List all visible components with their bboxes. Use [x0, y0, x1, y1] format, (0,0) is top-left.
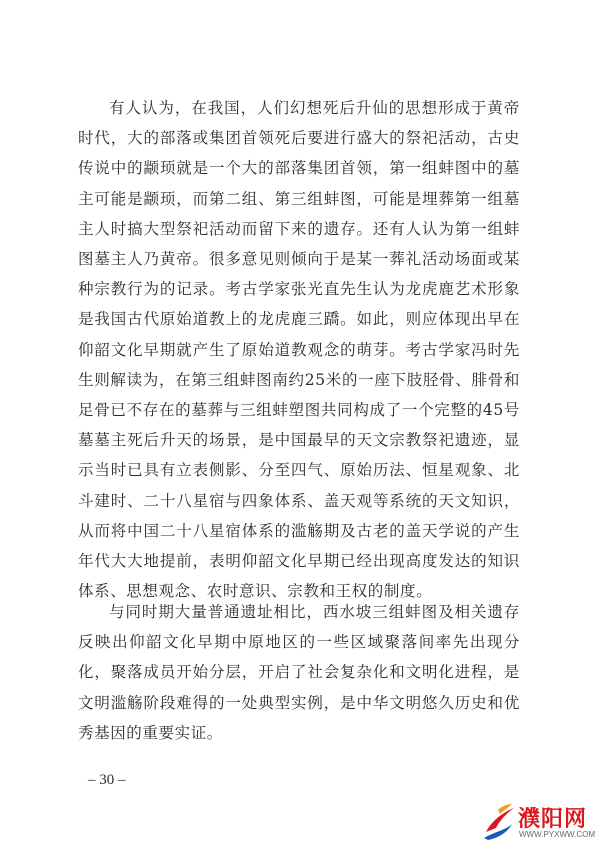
page-number: – 30 – — [88, 772, 126, 788]
site-watermark-logo — [482, 800, 596, 844]
watermark-url: WWW.PYXWW.COM — [519, 830, 595, 839]
swoosh-logo-icon — [482, 802, 516, 842]
body-paragraph: 有人认为，在我国，人们幻想死后升仙的思想形成于黄帝时代，大的部落或集团首领死后要进行盛大的祭祀活动，古史传说中的颛顼就是一个大的部落集团首领，第一组蚌图中的墓主可能是颛顼，而第二组、第三组蚌图，可能是埋葬第一组墓主人时搞大型祭祀活动而留下来的遗存。还有人认为第一组蚌图墓主人乃黄帝。很多意见则倾向于是某一葬礼活动场面或某种宗教行为的记录。考古学家张光直先生认为龙虎鹿艺术形象是我国古代原始道教上的龙虎鹿三蹻。如此，则应体现出早在仰韶文化早期就产生了原始道教观念的萌芽。考古学家冯时先生则解读为，在第三组蚌图南约25米的一座下肢胫骨、腓骨和足骨已不存在的墓葬与三组蚌塑图共同构成了一个完整的45号墓墓主死后升天的场景，是中国最早的天文宗教祭祀遗迹，显示当时已具有立表侧影、分至四气、原始历法、恒星观象、北斗建时、二十八星宿与四象体系、盖天观等系统的天文知识，从而将中国二十八星宿体系的滥觞期及古老的盖天学说的产生年代大大地提前，表明仰韶文化早期已经出现高度发达的知识体系、思想观念、农时意识、宗教和王权的制度。 — [78, 99, 520, 601]
watermark-brand-name: 濮阳网 — [518, 807, 588, 832]
body-paragraph: 与同时期大量普通遗址相比，西水坡三组蚌图及相关遗存反映出仰韶文化早期中原地区的一些区域聚落间率先出现分化，聚落成员开始分层，开启了社会复杂化和文明化进程，是文明滥觞阶段难得的一处典型实例，是中华文明悠久历史和优秀基因的重要实证。 — [78, 603, 520, 742]
